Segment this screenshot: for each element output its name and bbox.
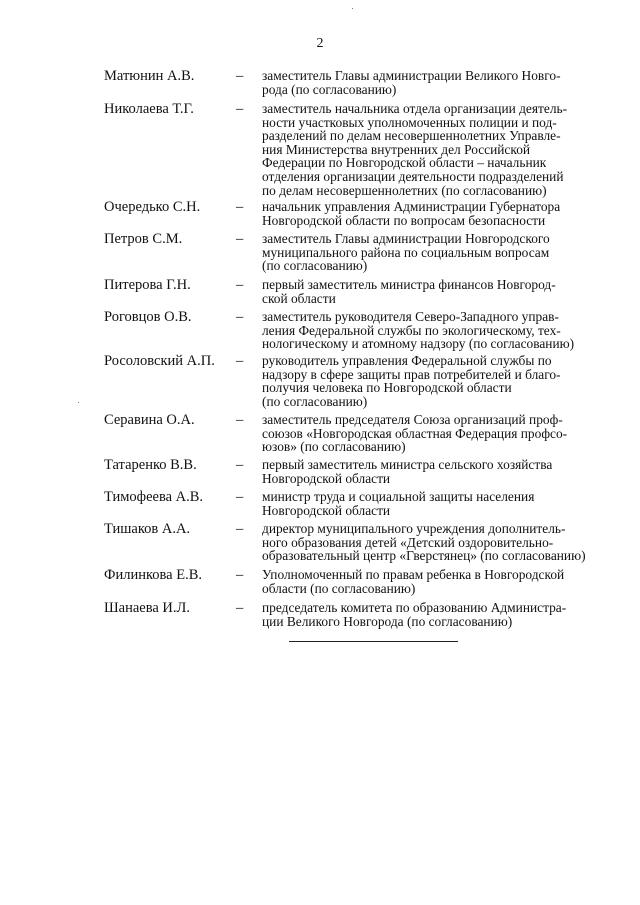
position-line: директор муниципального учреждения дополнитель- <box>262 521 566 536</box>
member-entry <box>104 310 604 351</box>
member-name: Петров С.М. <box>104 231 183 247</box>
position-line: юзов» (по согласованию) <box>262 439 406 455</box>
entry-dash: – <box>236 521 244 537</box>
entry-dash: – <box>236 489 244 505</box>
position-line: председатель комитета по образованию Администра- <box>262 600 567 615</box>
position-line: Новгородской области по вопросам безопасности <box>262 212 546 228</box>
position-line: Федерации по Новгородской области – начальник <box>262 155 547 171</box>
position-line: Новгородской области <box>262 470 391 486</box>
member-position <box>262 354 604 408</box>
closing-rule <box>289 641 458 642</box>
member-name: Тишаков А.А. <box>104 521 191 537</box>
position-line: Уполномоченный по правам ребенка в Новгородской <box>262 567 565 582</box>
member-position <box>262 200 604 227</box>
position-line: ской области <box>262 290 336 306</box>
member-position <box>262 413 604 454</box>
page-number: 2 <box>316 36 324 51</box>
position-line: муниципального района по социальным вопросам <box>262 244 550 260</box>
member-name: Матюнин А.В. <box>104 68 195 84</box>
position-line: по делам несовершеннолетних (по согласованию) <box>262 182 547 198</box>
position-line: союзов «Новгородская областная Федерация профсо- <box>262 425 568 441</box>
member-position <box>262 568 604 595</box>
entry-dash: – <box>236 309 244 325</box>
position-line: получия человека по Новгородской области <box>262 380 512 396</box>
member-entry <box>104 232 604 273</box>
position-line: (по согласованию) <box>262 393 368 409</box>
entry-dash: – <box>236 277 244 293</box>
position-line: области (по согласованию) <box>262 580 416 596</box>
entry-dash: – <box>236 412 244 428</box>
position-line: ции Великого Новгорода (по согласованию) <box>262 613 513 629</box>
entry-dash: – <box>236 457 244 473</box>
entry-dash: – <box>236 199 244 215</box>
position-line: начальник управления Администрации Губернатора <box>262 199 561 214</box>
member-position <box>262 490 604 517</box>
position-line: Новгородской области <box>262 502 391 518</box>
member-entry <box>104 458 604 485</box>
member-position <box>262 69 604 96</box>
member-position <box>262 601 604 628</box>
member-position <box>262 458 604 485</box>
position-line: ния Министерства внутренних дел Российской <box>262 141 531 157</box>
entry-dash: – <box>236 567 244 583</box>
member-name: Серавина О.А. <box>104 412 195 428</box>
position-line: ления Федеральной службы по экологическому, тех- <box>262 322 561 338</box>
position-line: руководитель управления Федеральной службы по <box>262 353 552 368</box>
member-name: Николаева Т.Г. <box>104 101 194 117</box>
member-entry <box>104 601 604 628</box>
member-name: Очередько С.Н. <box>104 199 201 215</box>
position-line: разделений по делам несовершеннолетних Управле- <box>262 128 561 144</box>
position-line: заместитель Главы администрации Новгородского <box>262 231 550 246</box>
position-line: рода (по согласованию) <box>262 81 397 97</box>
position-line: образовательный центр «Гверстянец» (по согласованию) <box>262 548 586 564</box>
member-name: Шанаева И.Л. <box>104 600 190 616</box>
member-entry <box>104 69 604 96</box>
member-entry <box>104 102 604 197</box>
entry-dash: – <box>236 231 244 247</box>
position-line: надзору в сфере защиты прав потребителей и благо- <box>262 366 561 382</box>
position-line: ности участковых уполномоченных полиции и под- <box>262 114 557 130</box>
member-name: Росоловский А.П. <box>104 353 215 369</box>
entry-dash: – <box>236 353 244 369</box>
position-line: министр труда и социальной защиты населения <box>262 489 535 504</box>
member-entry <box>104 522 604 563</box>
position-line: заместитель начальника отдела организации деятель- <box>262 101 568 116</box>
member-position <box>262 102 604 197</box>
member-position <box>262 522 604 563</box>
member-name: Тимофеева А.В. <box>104 489 204 505</box>
member-position <box>262 310 604 351</box>
member-name: Филинкова Е.В. <box>104 567 203 583</box>
position-line: нологическому и атомному надзору (по согласованию) <box>262 336 575 352</box>
position-line: первый заместитель министра финансов Новгород- <box>262 277 556 292</box>
member-entry <box>104 278 604 305</box>
position-line: заместитель Главы администрации Великого Новго- <box>262 68 561 83</box>
member-position <box>262 278 604 305</box>
position-line: первый заместитель министра сельского хозяйства <box>262 457 553 472</box>
scan-speck <box>78 402 79 403</box>
entry-dash: – <box>236 101 244 117</box>
entry-dash: – <box>236 68 244 84</box>
entry-dash: – <box>236 600 244 616</box>
position-line: (по согласованию) <box>262 258 368 274</box>
member-entry <box>104 200 604 227</box>
member-position <box>262 232 604 273</box>
member-entry <box>104 568 604 595</box>
member-name: Татаренко В.В. <box>104 457 197 473</box>
position-line: заместитель руководителя Северо-Западного управ- <box>262 309 559 324</box>
position-line: отделения организации деятельности подразделений <box>262 168 564 184</box>
member-entry <box>104 490 604 517</box>
position-line: ного образования детей «Детский оздоровительно- <box>262 534 554 550</box>
member-entry <box>104 413 604 454</box>
scan-speck <box>352 8 353 9</box>
member-name: Питерова Г.Н. <box>104 277 191 293</box>
position-line: заместитель председателя Союза организаций проф- <box>262 412 563 427</box>
member-name: Роговцов О.В. <box>104 309 192 325</box>
member-entry <box>104 354 604 408</box>
